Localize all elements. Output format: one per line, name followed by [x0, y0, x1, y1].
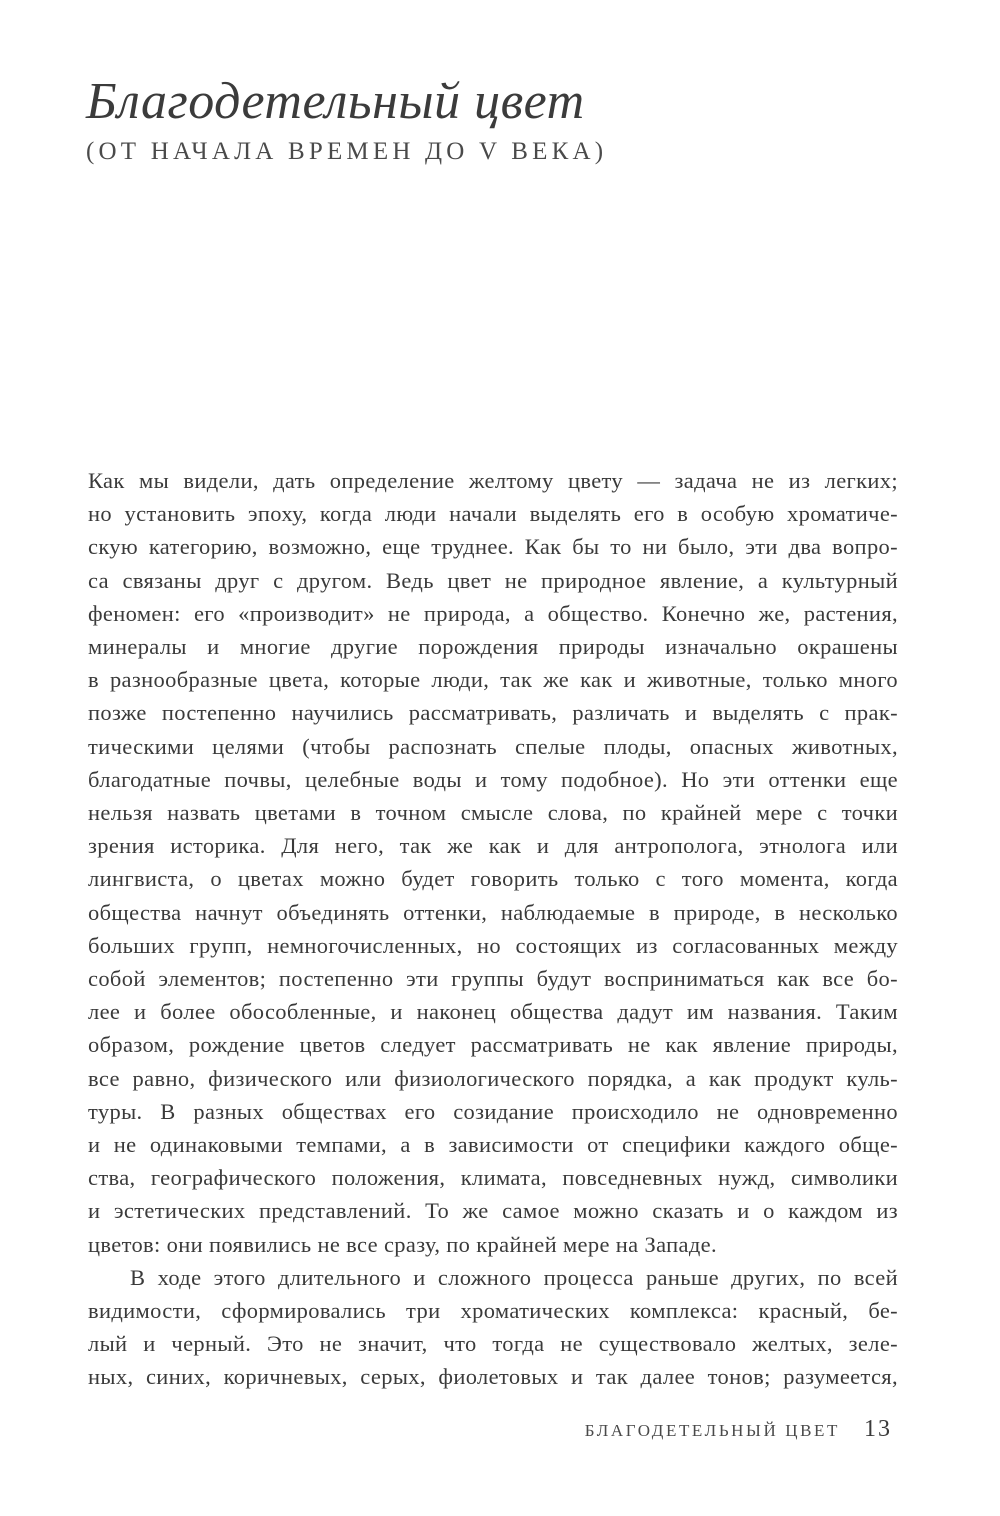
- text-line: общества начнут объединять оттенки, наблюдаемые в природе, в несколько: [88, 899, 898, 925]
- text-line: собой элементов; постепенно эти группы будут восприниматься как все бо-: [88, 966, 898, 992]
- body-text: [88, 464, 898, 1394]
- text-line: минералы и многие другие порождения природы изначально окрашены: [88, 634, 898, 660]
- text-line: благодатные почвы, целебные воды и тому подобное). Но эти оттенки еще: [88, 766, 898, 792]
- text-line: в разнообразные цвета, которые люди, так же как и животные, только много: [88, 667, 898, 693]
- text-line: лее и более обособленные, и наконец общества дадут им названия. Таким: [88, 999, 898, 1025]
- text-line: но установить эпоху, когда люди начали выделять его в особую хроматиче-: [88, 501, 898, 527]
- text-line: и эстетических представлений. То же самое можно сказать и о каждом из: [88, 1198, 898, 1224]
- text-line: феномен: его «производит» не природа, а общество. Конечно же, растения,: [88, 600, 898, 626]
- page-footer: [585, 1416, 892, 1448]
- text-line: туры. В разных обществах его созидание происходило не одновременно: [88, 1098, 898, 1124]
- text-line: больших групп, немногочисленных, но состоящих из согласованных между: [88, 932, 898, 958]
- text-line: тическими целями (чтобы распознать спелые плоды, опасных животных,: [88, 733, 898, 759]
- text-line: позже постепенно научились рассматривать, различать и выделять с прак-: [88, 700, 898, 726]
- text-line: В ходе этого длительного и сложного процесса раньше других, по всей: [130, 1264, 898, 1290]
- running-head: БЛАГОДЕТЕЛЬНЫЙ ЦВЕТ: [584, 1421, 840, 1440]
- text-line: лый и черный. Это не значит, что тогда не существовало желтых, зеле-: [88, 1331, 898, 1357]
- text-line: нельзя назвать цветами в точном смысле слова, по крайней мере с точки: [88, 800, 898, 826]
- text-line: образом, рождение цветов следует рассматривать не как явление природы,: [88, 1032, 898, 1058]
- text-line: все равно, физического или физиологического порядка, а как продукт куль-: [88, 1065, 898, 1091]
- text-line: Как мы видели, дать определение желтому цвету — задача не из легких;: [88, 468, 898, 493]
- page-number: 13: [864, 1416, 892, 1442]
- text-line: цветов: они появились не все сразу, по крайней мере на Западе.: [88, 1231, 717, 1257]
- text-line: и не одинаковыми темпами, а в зависимости от специфики каждого обще-: [88, 1132, 898, 1158]
- chapter-title: Благодетельный цвет: [86, 73, 585, 130]
- chapter-subtitle: (ОТ НАЧАЛА ВРЕМЕН ДО V ВЕКА): [86, 138, 608, 165]
- paragraph-1: [88, 464, 898, 1261]
- text-line: скую категорию, возможно, еще труднее. Как бы то ни было, эти два вопро-: [88, 534, 898, 560]
- text-line: зрения историка. Для него, так же как и для антрополога, этнолога или: [88, 833, 898, 859]
- text-line: видимости, сформировались три хроматических комплекса: красный, бе-: [88, 1298, 898, 1324]
- paragraph-2: [88, 1261, 898, 1394]
- text-line: лингвиста, о цветах можно будет говорить только с того момента, когда: [88, 866, 898, 892]
- text-line: ных, синих, коричневых, серых, фиолетовых и так далее тонов; разумеется,: [88, 1364, 898, 1390]
- text-line: ства, географического положения, климата, повседневных нужд, символики: [88, 1165, 898, 1191]
- text-line: са связаны друг с другом. Ведь цвет не природное явление, а культурный: [88, 567, 898, 593]
